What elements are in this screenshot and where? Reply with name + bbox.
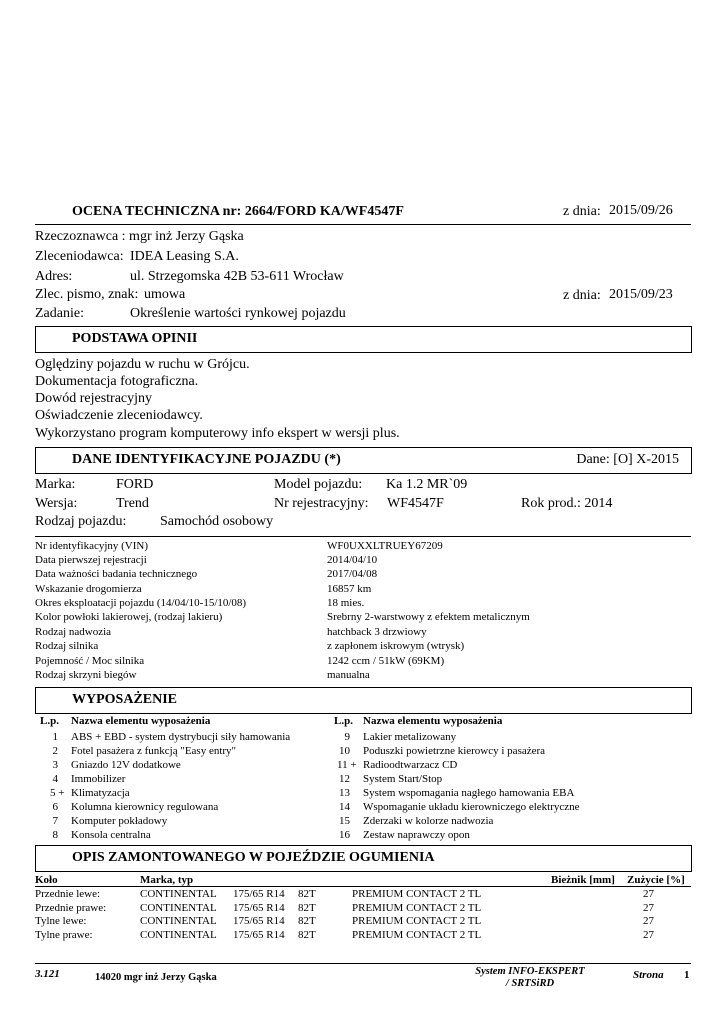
footer-system-line1: System INFO-EKSPERT <box>475 966 585 977</box>
detail-label: Data ważności badania technicznego <box>35 568 198 580</box>
equipment-name-header: Nazwa elementu wyposażenia <box>363 715 503 727</box>
detail-value: 2017/04/08 <box>327 568 378 580</box>
tyre-brand: CONTINENTAL <box>140 902 217 914</box>
basis-heading: PODSTAWA OPINII <box>72 331 198 346</box>
equipment-heading: WYPOSAŻENIE <box>72 692 178 707</box>
detail-value: 16857 km <box>327 583 372 595</box>
client-value: IDEA Leasing S.A. <box>130 249 239 264</box>
footer-page-number: 1 <box>684 969 690 981</box>
tyres-section-box <box>35 845 692 872</box>
model-label: Model pojazdu: <box>274 477 363 492</box>
equipment-item: Komputer pokładowy <box>71 815 168 827</box>
equipment-lp: 7 <box>52 815 58 827</box>
issue-date-label: z dnia: <box>563 204 601 219</box>
tyre-model: PREMIUM CONTACT 2 TL <box>352 902 482 914</box>
equipment-lp: 11 + <box>337 759 357 771</box>
tyre-size: 175/65 R14 <box>233 902 285 914</box>
tyre-brand: CONTINENTAL <box>140 888 217 900</box>
detail-value: WF0UXXLTRUEY67209 <box>327 540 443 552</box>
equipment-item: Lakier metalizowany <box>363 731 457 743</box>
equipment-lp: 4 <box>52 773 58 785</box>
tyre-model: PREMIUM CONTACT 2 TL <box>352 929 482 941</box>
address-value: ul. Strzegomska 42B 53-611 Wrocław <box>130 269 344 284</box>
vehicle-type-value: Samochód osobowy <box>160 514 274 529</box>
footer-code: 3.121 <box>35 968 60 980</box>
basis-line: Wykorzystano program komputerowy info ekspert w wersji plus. <box>35 426 400 441</box>
detail-label: Kolor powłoki lakierowej, (rodzaj lakieru) <box>35 611 223 623</box>
order-value: umowa <box>144 287 186 302</box>
tyre-index: 82T <box>298 902 316 914</box>
basis-line: Oświadczenie zleceniodawcy. <box>35 408 203 423</box>
equipment-item: System Start/Stop <box>363 773 443 785</box>
client-label: Zleceniodawca: <box>35 249 124 264</box>
equipment-lp: 3 <box>52 759 58 771</box>
equipment-item: Poduszki powietrzne kierowcy i pasażera <box>363 745 546 757</box>
tyre-wheel: Przednie prawe: <box>35 902 107 914</box>
tyre-wheel: Tylne lewe: <box>35 915 87 927</box>
detail-label: Data pierwszej rejestracji <box>35 554 147 566</box>
tyre-size: 175/65 R14 <box>233 929 285 941</box>
detail-label: Nr identyfikacyjny (VIN) <box>35 540 149 552</box>
address-label: Adres: <box>35 269 73 284</box>
footer-rule <box>35 963 691 964</box>
tyre-wheel: Przednie lewe: <box>35 888 101 900</box>
expert-line: Rzeczoznawca : mgr inż Jerzy Gąska <box>35 229 244 244</box>
detail-label: Rodzaj silnika <box>35 640 99 652</box>
task-label: Zadanie: <box>35 306 84 321</box>
equipment-lp: 8 <box>52 829 58 841</box>
basis-line: Oględziny pojazdu w ruchu w Grójcu. <box>35 357 250 372</box>
version-value: Trend <box>116 496 149 511</box>
basis-section-box <box>35 326 692 353</box>
equipment-lp: 14 <box>339 801 350 813</box>
make-label: Marka: <box>35 477 76 492</box>
tyre-size: 175/65 R14 <box>233 888 285 900</box>
identification-section-box <box>35 447 692 474</box>
document-title: OCENA TECHNICZNA nr: 2664/FORD KA/WF4547F <box>72 204 404 219</box>
registration-label: Nr rejestracyjny: <box>274 496 369 511</box>
equipment-item: System wspomagania nagłego hamowania EBA <box>363 787 575 799</box>
detail-value: Srebrny 2-warstwowy z efektem metalicznym <box>327 611 530 623</box>
detail-value: 1242 ccm / 51kW (69KM) <box>327 655 445 667</box>
tyres-tread-header: Bieżnik [mm] <box>551 874 615 886</box>
tyre-index: 82T <box>298 888 316 900</box>
detail-value: 18 mies. <box>327 597 365 609</box>
tyre-wheel: Tylne prawe: <box>35 929 93 941</box>
detail-value: hatchback 3 drzwiowy <box>327 626 427 638</box>
equipment-lp: 9 <box>344 731 350 743</box>
tyres-heading: OPIS ZAMONTOWANEGO W POJEŹDZIE OGUMIENIA <box>72 850 435 865</box>
tyre-wear: 27 <box>643 888 654 900</box>
tyres-make-header: Marka, typ <box>140 874 194 886</box>
equipment-lp: 10 <box>339 745 350 757</box>
header-rule <box>35 224 691 225</box>
equipment-name-header: Nazwa elementu wyposażenia <box>71 715 211 727</box>
tyre-brand: CONTINENTAL <box>140 929 217 941</box>
tyre-wear: 27 <box>643 929 654 941</box>
equipment-item: Zderzaki w kolorze nadwozia <box>363 815 494 827</box>
detail-label: Wskazanie drogomierza <box>35 583 142 595</box>
tyre-wear: 27 <box>643 902 654 914</box>
order-date-label: z dnia: <box>563 288 601 303</box>
equipment-lp: 12 <box>339 773 350 785</box>
detail-label: Okres eksploatacji pojazdu (14/04/10-15/10/08) <box>35 597 247 609</box>
detail-value: manualna <box>327 669 370 681</box>
basis-line: Dowód rejestracyjny <box>35 391 153 406</box>
tyres-wheel-header: Koło <box>35 874 58 886</box>
equipment-lp: 5 + <box>50 787 65 799</box>
equipment-lp-header: L.p. <box>40 715 59 727</box>
detail-label: Rodzaj nadwozia <box>35 626 112 638</box>
equipment-lp-header: L.p. <box>334 715 353 727</box>
data-source-info: Dane: [O] X-2015 <box>576 452 679 467</box>
equipment-item: ABS + EBD - system dystrybucji siły hamowania <box>71 731 291 743</box>
vehicle-type-label: Rodzaj pojazdu: <box>35 514 127 529</box>
detail-value: z zapłonem iskrowym (wtrysk) <box>327 640 465 652</box>
equipment-item: Gniazdo 12V dodatkowe <box>71 759 181 771</box>
tyre-index: 82T <box>298 915 316 927</box>
equipment-item: Klimatyzacja <box>71 787 130 799</box>
identification-rule <box>35 536 691 537</box>
tyre-model: PREMIUM CONTACT 2 TL <box>352 915 482 927</box>
make-value: FORD <box>116 477 154 492</box>
identification-heading: DANE IDENTYFIKACYJNE POJAZDU (*) <box>72 452 341 467</box>
tyres-wear-header: Zużycie [%] <box>627 874 685 886</box>
footer-page-label: Strona <box>633 969 664 981</box>
equipment-section-box <box>35 687 692 714</box>
equipment-item: Zestaw naprawczy opon <box>363 829 470 841</box>
production-year: Rok prod.: 2014 <box>521 496 613 511</box>
equipment-item: Radioodtwarzacz CD <box>363 759 458 771</box>
model-value: Ka 1.2 MR`09 <box>386 477 468 492</box>
footer-system-line2: / SRTSiRD <box>505 978 555 989</box>
order-label: Zlec. pismo, znak: <box>35 287 139 302</box>
equipment-lp: 15 <box>339 815 350 827</box>
basis-line: Dokumentacja fotograficzna. <box>35 374 199 389</box>
equipment-lp: 16 <box>339 829 350 841</box>
equipment-lp: 1 <box>52 731 58 743</box>
tyre-brand: CONTINENTAL <box>140 915 217 927</box>
detail-label: Pojemność / Moc silnika <box>35 655 145 667</box>
tyres-header-rule <box>35 886 691 887</box>
equipment-item: Immobilizer <box>71 773 126 785</box>
equipment-item: Kolumna kierownicy regulowana <box>71 801 219 813</box>
registration-value: WF4547F <box>387 496 444 511</box>
equipment-lp: 2 <box>52 745 58 757</box>
issue-date-value: 2015/09/26 <box>609 203 673 218</box>
footer-author: 14020 mgr inż Jerzy Gąska <box>95 972 217 983</box>
detail-label: Rodzaj skrzyni biegów <box>35 669 137 681</box>
tyre-model: PREMIUM CONTACT 2 TL <box>352 888 482 900</box>
tyre-size: 175/65 R14 <box>233 915 285 927</box>
tyre-wear: 27 <box>643 915 654 927</box>
detail-value: 2014/04/10 <box>327 554 378 566</box>
equipment-lp: 6 <box>52 801 58 813</box>
task-value: Określenie wartości rynkowej pojazdu <box>130 306 346 321</box>
order-date-value: 2015/09/23 <box>609 287 673 302</box>
equipment-item: Fotel pasażera z funkcją "Easy entry" <box>71 745 237 757</box>
tyre-index: 82T <box>298 929 316 941</box>
equipment-lp: 13 <box>339 787 350 799</box>
equipment-item: Wspomaganie układu kierowniczego elektryczne <box>363 801 580 813</box>
equipment-item: Konsola centralna <box>71 829 151 841</box>
version-label: Wersja: <box>35 496 78 511</box>
